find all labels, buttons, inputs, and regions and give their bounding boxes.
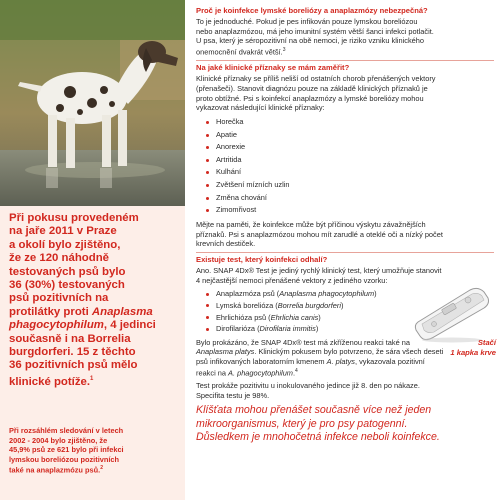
- list-item: [206, 323, 406, 335]
- text-line: 4 nejčastější nemoci přenášené vektory z jediného vzorku:: [196, 275, 388, 285]
- highlight-text: , 4 jedinci: [103, 319, 156, 332]
- highlight-line: že ze 120 náhodně: [9, 252, 110, 265]
- paren: ): [374, 289, 377, 299]
- device-caption: [430, 338, 496, 357]
- left-panel: [0, 0, 185, 500]
- divider: [196, 252, 494, 253]
- highlight-line: 36 pozitivních psů mělo: [9, 359, 138, 372]
- text-line: Klinické příznaky se příliš neliší od ostatních chorob přenášených vektory: [196, 74, 436, 84]
- paragraph: [196, 381, 494, 400]
- slogan-line: Důsledkem je mnohočetná infekce neboli koinfekce.: [196, 430, 440, 443]
- species-name: Anaplasma platys: [196, 347, 255, 357]
- text-line: Mějte na paměti, že koinfekce může být příčinou výskytu závažnějších: [196, 219, 426, 229]
- disease-name: Anaplazmóza psů (: [216, 289, 280, 299]
- list-item: [206, 300, 406, 312]
- paren: ): [341, 300, 344, 310]
- stats-line: [9, 464, 181, 475]
- disease-name: Dirofilarióza (: [216, 324, 260, 334]
- highlight-text: protilátky proti: [9, 305, 92, 318]
- text-line: příznaků. Psi s anaplazmózou mohou mít zarudlé a oteklé oči a nízký počet: [196, 229, 443, 239]
- list-item: Anorexie: [206, 141, 494, 154]
- text-line: To je jednoduché. Pokud je pes infikován pouze lymskou boreliózou: [196, 17, 418, 26]
- species-name: Dirofilaria immitis: [259, 324, 316, 334]
- species-name: Anaplasma phagocytophilum: [279, 289, 375, 299]
- text-line: Bylo prokázáno, že SNAP 4Dx® test má zkříženou reakci také na: [196, 337, 410, 347]
- caption-line: 1 kapka krve: [450, 347, 496, 357]
- text-span: . Klinickým pokusem bylo potvrzeno, že sára všech deseti: [254, 347, 444, 357]
- text-line: nebo anaplazmózou, má jeho imunitní systém větší šanci infekci potlačit.: [196, 26, 434, 36]
- species-name: phagocytophilum: [9, 319, 104, 332]
- highlight-line: burgdorferi. 15 z těchto: [9, 346, 136, 359]
- footnote-ref: 4: [295, 367, 298, 374]
- highlight-line: testovaných psů bylo: [9, 265, 126, 278]
- stats-line: lymskou boreliózou pozitivních: [9, 454, 120, 464]
- highlight-line: 36 (30%) testovaných: [9, 279, 125, 292]
- highlight-line: současně i na Borrelia: [9, 332, 131, 345]
- list-item: Artritida: [206, 154, 494, 167]
- text-line: krevních destiček.: [196, 239, 256, 249]
- text-span: reakci na: [196, 368, 229, 378]
- disease-list: [206, 288, 406, 334]
- dog-in-water-photo: [0, 0, 185, 206]
- footnote-ref: 1: [90, 375, 94, 382]
- species-name: A. phagocytophilum: [228, 368, 293, 378]
- list-item: Změna chování: [206, 192, 494, 205]
- text-line: Ano. SNAP 4Dx® Test je jediný rychlý klinický test, který umožňuje stanovit: [196, 265, 442, 275]
- disease-name: Ehrlichióza psů (: [216, 312, 271, 322]
- section-heading: Na jaké klinické příznaky se mám zaměřit?: [196, 63, 350, 73]
- highlight-line: psů pozitivních na: [9, 292, 109, 305]
- text-line: U psa, který je séropozitivní na obě nemoci, je riziko vzniku klinického: [196, 36, 424, 46]
- text-span: psů infikovaných laboratorním kmenem: [196, 357, 327, 367]
- section-heading: Proč je koinfekce lymské boreliózy a anaplazmózy nebezpečná?: [196, 6, 428, 15]
- stats-text-span: také na anaplazmózu psů.: [9, 465, 101, 475]
- stats-line: 2002 - 2004 bylo zjištěno, že: [9, 435, 108, 445]
- species-name: Anaplasma: [91, 305, 153, 318]
- text-line: [196, 367, 494, 378]
- text-line: Test prokáže pozitivitu u inokulovaného jedince již 8. den po nákaze.: [196, 381, 420, 391]
- divider: [196, 60, 494, 61]
- species-name: Ehrlichia canis: [270, 312, 319, 322]
- right-column: [196, 6, 494, 444]
- highlight-line: [9, 319, 181, 332]
- species-name: A. platys: [326, 357, 355, 367]
- highlight-line: a okolí bylo zjištěno,: [9, 238, 121, 251]
- text-line: Specifita testu je 98%.: [196, 390, 270, 400]
- text-line: (přenašeči). Stanovit diagnózu pouze na základě klinických příznaků je: [196, 83, 428, 93]
- paren: ): [318, 312, 321, 322]
- highlight-study-text: [9, 212, 181, 389]
- text-span: .: [292, 368, 296, 378]
- slogan: [196, 404, 494, 444]
- paren: ): [315, 324, 319, 334]
- paragraph: [196, 220, 494, 249]
- highlight-line: [9, 373, 181, 389]
- species-name: Borrelia burgdorferi: [277, 300, 342, 310]
- list-item: Kulhání: [206, 166, 494, 179]
- snap-test-device-icon: [412, 282, 492, 344]
- slogan-line: mikroorganismus, který je pro psy patogenní.: [196, 417, 408, 430]
- stats-text: [9, 426, 181, 475]
- disease-name: Lymská borelióza (: [216, 300, 278, 310]
- caption-line: Stačí: [477, 338, 496, 348]
- section-heading: Existuje test, který koinfekci odhalí?: [196, 254, 328, 264]
- stats-line: Při rozsáhlém sledování v letech: [9, 426, 124, 435]
- footnote-ref: 3: [282, 47, 286, 54]
- stats-line: 45,9% psů ze 621 bylo při infekci: [9, 445, 124, 455]
- text-line: vykazovat následující klinické příznaky:: [196, 103, 325, 113]
- highlight-line: Při pokusu provedeném: [9, 212, 139, 224]
- list-item: [206, 288, 406, 300]
- slogan-line: Klíšťata mohou přenášet současně více než jeden: [196, 404, 432, 417]
- list-item: Horečka: [206, 116, 494, 129]
- text-span: onemocnění dvakrát větší.: [196, 47, 283, 57]
- list-item: Zvětšení mízních uzlin: [206, 179, 494, 192]
- list-item: Zimomřivost: [206, 204, 494, 217]
- paragraph: [196, 74, 494, 113]
- highlight-text: klinické potíže.: [9, 375, 91, 388]
- list-item: [206, 312, 406, 324]
- footnote-ref: 2: [100, 465, 103, 472]
- list-item: Apatie: [206, 129, 494, 142]
- text-span: , vykazovala pozitivní: [354, 357, 425, 367]
- symptom-list: [206, 116, 494, 217]
- highlight-line: na jaře 2011 v Praze: [9, 225, 117, 238]
- text-line: proto obtížné. Psi s koinfekcí anaplazmózy a lymské boreliózy mohou: [196, 93, 424, 103]
- highlight-line: [9, 306, 181, 319]
- text-line: [196, 46, 494, 57]
- text-line: [196, 357, 494, 367]
- paragraph: [196, 17, 494, 57]
